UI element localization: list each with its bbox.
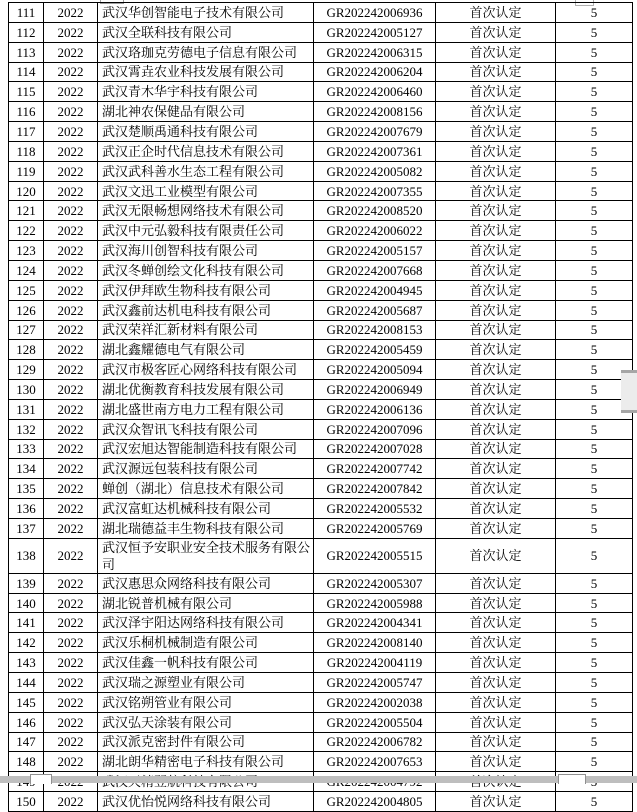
company-name-cell[interactable]: 武汉华创智能电子技术有限公司: [98, 3, 314, 23]
company-name-cell[interactable]: 湖北朗华精密电子科技有限公司: [98, 752, 314, 772]
certificate-number-cell[interactable]: GR202242005127: [314, 22, 436, 42]
row-number-cell[interactable]: 144: [9, 673, 44, 693]
year-cell[interactable]: 2022: [44, 419, 98, 439]
certificate-number-cell[interactable]: GR202242006949: [314, 380, 436, 400]
year-cell[interactable]: 2022: [44, 538, 98, 573]
validity-period-cell[interactable]: 5: [556, 633, 633, 653]
row-number-cell[interactable]: 126: [9, 300, 44, 320]
validity-period-cell[interactable]: 5: [556, 320, 633, 340]
year-cell[interactable]: 2022: [44, 201, 98, 221]
validity-period-cell[interactable]: 5: [556, 792, 633, 812]
row-number-cell[interactable]: 116: [9, 102, 44, 122]
company-name-cell[interactable]: 武汉鑫前达机电科技有限公司: [98, 300, 314, 320]
certification-type-cell[interactable]: 首次认定: [436, 22, 556, 42]
row-number-cell[interactable]: 142: [9, 633, 44, 653]
row-number-cell[interactable]: 134: [9, 459, 44, 479]
validity-period-cell[interactable]: 5: [556, 692, 633, 712]
table-row: [9, 380, 633, 400]
row-number-cell[interactable]: 136: [9, 499, 44, 519]
validity-period-cell[interactable]: 5: [556, 42, 633, 62]
certification-type-cell[interactable]: 首次认定: [436, 673, 556, 693]
year-cell[interactable]: 2022: [44, 692, 98, 712]
certificate-number-cell[interactable]: GR202242007361: [314, 141, 436, 161]
row-number-cell[interactable]: 127: [9, 320, 44, 340]
table-row: [9, 3, 633, 23]
year-cell[interactable]: 2022: [44, 320, 98, 340]
certificate-number-cell[interactable]: GR202242002038: [314, 692, 436, 712]
cropped-cell-remnant-bottom-left: [30, 774, 52, 784]
certification-type-cell[interactable]: 首次认定: [436, 653, 556, 673]
year-cell[interactable]: 2022: [44, 439, 98, 459]
company-name-cell[interactable]: 武汉武科善水生态工程有限公司: [98, 161, 314, 181]
year-cell[interactable]: 2022: [44, 593, 98, 613]
certificate-number-cell[interactable]: GR202242008156: [314, 102, 436, 122]
certification-table: [8, 2, 633, 812]
company-name-cell[interactable]: 武汉泽宇阳达网络科技有限公司: [98, 613, 314, 633]
certification-type-cell[interactable]: 首次认定: [436, 439, 556, 459]
row-number-cell[interactable]: 148: [9, 752, 44, 772]
certification-type-cell[interactable]: 首次认定: [436, 712, 556, 732]
company-name-cell[interactable]: 湖北锐普机械有限公司: [98, 593, 314, 613]
certification-type-cell[interactable]: 首次认定: [436, 300, 556, 320]
year-cell[interactable]: 2022: [44, 62, 98, 82]
certificate-number-cell[interactable]: GR202242007668: [314, 260, 436, 280]
row-number-cell[interactable]: 123: [9, 241, 44, 261]
company-name-cell[interactable]: 武汉瑞之源塑业有限公司: [98, 673, 314, 693]
validity-period-cell[interactable]: 5: [556, 122, 633, 142]
certification-table-body: [9, 3, 633, 812]
certificate-number-cell[interactable]: GR202242005769: [314, 518, 436, 538]
certificate-number-cell[interactable]: GR202242006315: [314, 42, 436, 62]
year-cell[interactable]: 2022: [44, 3, 98, 23]
certificate-number-cell[interactable]: GR202242004945: [314, 280, 436, 300]
validity-period-cell[interactable]: 5: [556, 380, 633, 400]
table-row: [9, 300, 633, 320]
row-number-cell[interactable]: 111: [9, 3, 44, 23]
year-cell[interactable]: 2022: [44, 300, 98, 320]
table-row: [9, 241, 633, 261]
company-name-cell[interactable]: 武汉中元弘毅科技有限责任公司: [98, 221, 314, 241]
year-cell[interactable]: 2022: [44, 102, 98, 122]
company-name-cell[interactable]: 武汉乐桐机械制造有限公司: [98, 633, 314, 653]
validity-period-cell[interactable]: 5: [556, 300, 633, 320]
table-row: [9, 459, 633, 479]
certificate-number-cell[interactable]: GR202242005504: [314, 712, 436, 732]
validity-period-cell[interactable]: 5: [556, 260, 633, 280]
sheet-bottom-edge: [0, 776, 637, 783]
year-cell[interactable]: 2022: [44, 712, 98, 732]
validity-period-cell[interactable]: 5: [556, 653, 633, 673]
certification-type-cell[interactable]: 首次认定: [436, 42, 556, 62]
company-name-cell[interactable]: 湖北盛世南方电力工程有限公司: [98, 399, 314, 419]
year-cell[interactable]: 2022: [44, 752, 98, 772]
table-row: [9, 673, 633, 693]
row-number-cell[interactable]: 140: [9, 593, 44, 613]
year-cell[interactable]: 2022: [44, 653, 98, 673]
table-row: [9, 82, 633, 102]
table-row: [9, 653, 633, 673]
year-cell[interactable]: 2022: [44, 459, 98, 479]
row-number-cell[interactable]: 145: [9, 692, 44, 712]
table-row: [9, 518, 633, 538]
year-cell[interactable]: 2022: [44, 241, 98, 261]
validity-period-cell[interactable]: 5: [556, 82, 633, 102]
certification-type-cell[interactable]: 首次认定: [436, 499, 556, 519]
validity-period-cell[interactable]: 5: [556, 538, 633, 573]
certification-type-cell[interactable]: 首次认定: [436, 380, 556, 400]
validity-period-cell[interactable]: 5: [556, 161, 633, 181]
company-name-cell[interactable]: 武汉富虹达机械科技有限公司: [98, 499, 314, 519]
certification-type-cell[interactable]: 首次认定: [436, 102, 556, 122]
validity-period-cell[interactable]: 5: [556, 673, 633, 693]
company-name-cell[interactable]: 武汉铭朔管业有限公司: [98, 692, 314, 712]
certification-type-cell[interactable]: 首次认定: [436, 221, 556, 241]
year-cell[interactable]: 2022: [44, 221, 98, 241]
certification-type-cell[interactable]: 首次认定: [436, 260, 556, 280]
table-row: [9, 201, 633, 221]
validity-period-cell[interactable]: 5: [556, 141, 633, 161]
certificate-number-cell[interactable]: GR202242005082: [314, 161, 436, 181]
year-cell[interactable]: 2022: [44, 673, 98, 693]
certification-type-cell[interactable]: 首次认定: [436, 573, 556, 593]
table-row: [9, 633, 633, 653]
cropped-cell-remnant-bottom-right: [558, 774, 586, 784]
company-name-cell[interactable]: 武汉伊拜欧生物科技有限公司: [98, 280, 314, 300]
table-row: [9, 340, 633, 360]
validity-period-cell[interactable]: 5: [556, 593, 633, 613]
validity-period-cell[interactable]: 5: [556, 221, 633, 241]
year-cell[interactable]: 2022: [44, 518, 98, 538]
row-number-cell[interactable]: 115: [9, 82, 44, 102]
year-cell[interactable]: 2022: [44, 141, 98, 161]
certification-type-cell[interactable]: 首次认定: [436, 792, 556, 812]
row-number-cell[interactable]: 135: [9, 479, 44, 499]
company-name-cell[interactable]: 武汉正企时代信息技术有限公司: [98, 141, 314, 161]
year-cell[interactable]: 2022: [44, 499, 98, 519]
certificate-number-cell[interactable]: GR202242005157: [314, 241, 436, 261]
certificate-number-cell[interactable]: GR202242008153: [314, 320, 436, 340]
certification-type-cell[interactable]: 首次认定: [436, 201, 556, 221]
certificate-number-cell[interactable]: GR202242005532: [314, 499, 436, 519]
year-cell[interactable]: 2022: [44, 613, 98, 633]
year-cell[interactable]: 2022: [44, 633, 98, 653]
year-cell[interactable]: 2022: [44, 122, 98, 142]
validity-period-cell[interactable]: 5: [556, 459, 633, 479]
row-number-cell[interactable]: 128: [9, 340, 44, 360]
certification-type-cell[interactable]: 首次认定: [436, 280, 556, 300]
company-name-cell[interactable]: 武汉冬蝉创绘文化科技有限公司: [98, 260, 314, 280]
certificate-number-cell[interactable]: GR202242007028: [314, 439, 436, 459]
row-number-cell[interactable]: 137: [9, 518, 44, 538]
validity-period-cell[interactable]: 5: [556, 518, 633, 538]
certification-type-cell[interactable]: 首次认定: [436, 340, 556, 360]
company-name-cell[interactable]: 武汉青木华宇科技有限公司: [98, 82, 314, 102]
certificate-number-cell[interactable]: GR202242006204: [314, 62, 436, 82]
validity-period-cell[interactable]: 5: [556, 360, 633, 380]
year-cell[interactable]: 2022: [44, 161, 98, 181]
year-cell[interactable]: 2022: [44, 360, 98, 380]
table-row: [9, 792, 633, 812]
table-row: [9, 752, 633, 772]
row-number-cell[interactable]: 121: [9, 201, 44, 221]
certificate-number-cell[interactable]: GR202242004341: [314, 613, 436, 633]
certification-type-cell[interactable]: 首次认定: [436, 320, 556, 340]
table-row: [9, 260, 633, 280]
row-number-cell[interactable]: 122: [9, 221, 44, 241]
row-number-cell[interactable]: 114: [9, 62, 44, 82]
validity-period-cell[interactable]: 5: [556, 573, 633, 593]
certificate-number-cell[interactable]: GR202242007679: [314, 122, 436, 142]
company-name-cell[interactable]: 武汉全联科技有限公司: [98, 22, 314, 42]
certification-type-cell[interactable]: 首次认定: [436, 692, 556, 712]
certification-type-cell[interactable]: 首次认定: [436, 419, 556, 439]
table-row: [9, 732, 633, 752]
year-cell[interactable]: 2022: [44, 260, 98, 280]
table-row: [9, 692, 633, 712]
table-row: [9, 102, 633, 122]
validity-period-cell[interactable]: 5: [556, 340, 633, 360]
row-number-cell[interactable]: 130: [9, 380, 44, 400]
certificate-number-cell[interactable]: GR202242005307: [314, 573, 436, 593]
table-row: [9, 399, 633, 419]
certificate-number-cell[interactable]: GR202242007742: [314, 459, 436, 479]
table-row: [9, 161, 633, 181]
row-number-cell[interactable]: 147: [9, 732, 44, 752]
row-number-cell[interactable]: 133: [9, 439, 44, 459]
validity-period-cell[interactable]: 5: [556, 613, 633, 633]
table-row: [9, 479, 633, 499]
company-name-cell[interactable]: 武汉佳鑫一帆科技有限公司: [98, 653, 314, 673]
table-row: [9, 573, 633, 593]
certificate-number-cell[interactable]: GR202242006136: [314, 399, 436, 419]
validity-period-cell[interactable]: 5: [556, 479, 633, 499]
certification-type-cell[interactable]: 首次认定: [436, 399, 556, 419]
certificate-number-cell[interactable]: GR202242007653: [314, 752, 436, 772]
row-number-cell[interactable]: 124: [9, 260, 44, 280]
company-name-cell[interactable]: 武汉源远包装科技有限公司: [98, 459, 314, 479]
table-row: [9, 538, 633, 573]
year-cell[interactable]: 2022: [44, 732, 98, 752]
certification-type-cell[interactable]: 首次认定: [436, 3, 556, 23]
company-name-cell[interactable]: 武汉惠思众网络科技有限公司: [98, 573, 314, 593]
certification-type-cell[interactable]: 首次认定: [436, 360, 556, 380]
certificate-number-cell[interactable]: GR202242005687: [314, 300, 436, 320]
certificate-number-cell[interactable]: GR202242007355: [314, 181, 436, 201]
certificate-number-cell[interactable]: GR202242005459: [314, 340, 436, 360]
certification-type-cell[interactable]: 首次认定: [436, 459, 556, 479]
validity-period-cell[interactable]: 5: [556, 419, 633, 439]
certification-type-cell[interactable]: 首次认定: [436, 82, 556, 102]
year-cell[interactable]: 2022: [44, 340, 98, 360]
year-cell[interactable]: 2022: [44, 399, 98, 419]
validity-period-cell[interactable]: 5: [556, 280, 633, 300]
validity-period-cell[interactable]: 5: [556, 22, 633, 42]
row-number-cell[interactable]: 129: [9, 360, 44, 380]
row-number-cell[interactable]: 143: [9, 653, 44, 673]
table-row: [9, 593, 633, 613]
certification-type-cell[interactable]: 首次认定: [436, 613, 556, 633]
year-cell[interactable]: 2022: [44, 380, 98, 400]
company-name-cell[interactable]: 武汉荣祥汇新材料有限公司: [98, 320, 314, 340]
company-name-cell[interactable]: 武汉宏旭达智能制造科技有限公司: [98, 439, 314, 459]
company-name-cell[interactable]: 湖北优衡教育科技发展有限公司: [98, 380, 314, 400]
certificate-number-cell[interactable]: GR202242005094: [314, 360, 436, 380]
company-name-cell[interactable]: 武汉众智讯飞科技有限公司: [98, 419, 314, 439]
company-name-cell[interactable]: 武汉文迅工业模型有限公司: [98, 181, 314, 201]
row-number-cell[interactable]: 141: [9, 613, 44, 633]
table-row: [9, 141, 633, 161]
row-number-cell[interactable]: 120: [9, 181, 44, 201]
company-name-cell[interactable]: 武汉珞珈克劳德电子信息有限公司: [98, 42, 314, 62]
certification-type-cell[interactable]: 首次认定: [436, 732, 556, 752]
table-row: [9, 320, 633, 340]
validity-period-cell[interactable]: 5: [556, 181, 633, 201]
company-name-cell[interactable]: 湖北瑞德益丰生物科技有限公司: [98, 518, 314, 538]
company-name-cell[interactable]: 湖北神农保健品有限公司: [98, 102, 314, 122]
company-name-cell[interactable]: 蝉创（湖北）信息技术有限公司: [98, 479, 314, 499]
year-cell[interactable]: 2022: [44, 181, 98, 201]
certificate-number-cell[interactable]: GR202242008140: [314, 633, 436, 653]
certificate-number-cell[interactable]: GR202242005747: [314, 673, 436, 693]
company-name-cell[interactable]: 武汉优怡悦网络科技有限公司: [98, 792, 314, 812]
certification-type-cell[interactable]: 首次认定: [436, 141, 556, 161]
certification-type-cell[interactable]: 首次认定: [436, 479, 556, 499]
validity-period-cell[interactable]: 5: [556, 439, 633, 459]
certificate-number-cell[interactable]: GR202242004119: [314, 653, 436, 673]
certificate-number-cell[interactable]: GR202242007096: [314, 419, 436, 439]
table-row: [9, 122, 633, 142]
row-number-cell[interactable]: 146: [9, 712, 44, 732]
table-row: [9, 419, 633, 439]
row-number-cell[interactable]: 113: [9, 42, 44, 62]
year-cell[interactable]: 2022: [44, 573, 98, 593]
company-name-cell[interactable]: 武汉弘天涂装有限公司: [98, 712, 314, 732]
certification-type-cell[interactable]: 首次认定: [436, 181, 556, 201]
certification-type-cell[interactable]: 首次认定: [436, 538, 556, 573]
company-name-cell[interactable]: 武汉恒予安职业安全技术服务有限公司: [98, 538, 314, 573]
certificate-number-cell[interactable]: GR202242005988: [314, 593, 436, 613]
validity-period-cell[interactable]: 5: [556, 241, 633, 261]
row-number-cell[interactable]: 118: [9, 141, 44, 161]
table-row: [9, 712, 633, 732]
certificate-number-cell[interactable]: GR202242006022: [314, 221, 436, 241]
certificate-number-cell[interactable]: GR202242006460: [314, 82, 436, 102]
table-row: [9, 280, 633, 300]
row-number-cell[interactable]: 139: [9, 573, 44, 593]
company-name-cell[interactable]: 湖北鑫耀德电气有限公司: [98, 340, 314, 360]
year-cell[interactable]: 2022: [44, 22, 98, 42]
certificate-number-cell[interactable]: GR202242008520: [314, 201, 436, 221]
table-row: [9, 360, 633, 380]
certificate-number-cell[interactable]: GR202242005515: [314, 538, 436, 573]
table-row: [9, 439, 633, 459]
scrollbar-thumb-fragment[interactable]: [621, 370, 637, 413]
certification-type-cell[interactable]: 首次认定: [436, 62, 556, 82]
row-number-cell[interactable]: 117: [9, 122, 44, 142]
company-name-cell[interactable]: 武汉楚顺禹通科技有限公司: [98, 122, 314, 142]
validity-period-cell[interactable]: 5: [556, 499, 633, 519]
row-number-cell[interactable]: 119: [9, 161, 44, 181]
certificate-number-cell[interactable]: GR202242007842: [314, 479, 436, 499]
validity-period-cell[interactable]: 5: [556, 712, 633, 732]
validity-period-cell[interactable]: 5: [556, 732, 633, 752]
year-cell[interactable]: 2022: [44, 479, 98, 499]
row-number-cell[interactable]: 125: [9, 280, 44, 300]
validity-period-cell[interactable]: 5: [556, 752, 633, 772]
certification-type-cell[interactable]: 首次认定: [436, 752, 556, 772]
year-cell[interactable]: 2022: [44, 42, 98, 62]
row-number-cell[interactable]: 138: [9, 538, 44, 573]
validity-period-cell[interactable]: 5: [556, 102, 633, 122]
table-row: [9, 42, 633, 62]
certification-type-cell[interactable]: 首次认定: [436, 161, 556, 181]
year-cell[interactable]: 2022: [44, 280, 98, 300]
company-name-cell[interactable]: 武汉霄垚农业科技发展有限公司: [98, 62, 314, 82]
certification-type-cell[interactable]: 首次认定: [436, 518, 556, 538]
company-name-cell[interactable]: 武汉派克密封件有限公司: [98, 732, 314, 752]
certification-type-cell[interactable]: 首次认定: [436, 122, 556, 142]
certification-type-cell[interactable]: 首次认定: [436, 633, 556, 653]
certification-type-cell[interactable]: 首次认定: [436, 593, 556, 613]
validity-period-cell[interactable]: 5: [556, 201, 633, 221]
table-row: [9, 499, 633, 519]
company-name-cell[interactable]: 武汉海川创智科技有限公司: [98, 241, 314, 261]
company-name-cell[interactable]: 武汉无限畅想网络技术有限公司: [98, 201, 314, 221]
certificate-number-cell[interactable]: GR202242006936: [314, 3, 436, 23]
row-number-cell[interactable]: 132: [9, 419, 44, 439]
table-row: [9, 22, 633, 42]
table-row: [9, 62, 633, 82]
certificate-number-cell[interactable]: GR202242004805: [314, 792, 436, 812]
table-row: [9, 613, 633, 633]
table-row: [9, 221, 633, 241]
row-number-cell[interactable]: 112: [9, 22, 44, 42]
validity-period-cell[interactable]: 5: [556, 62, 633, 82]
year-cell[interactable]: 2022: [44, 792, 98, 812]
row-number-cell[interactable]: 131: [9, 399, 44, 419]
table-row: [9, 181, 633, 201]
certification-type-cell[interactable]: 首次认定: [436, 241, 556, 261]
certificate-number-cell[interactable]: GR202242006782: [314, 732, 436, 752]
validity-period-cell[interactable]: 5: [556, 3, 633, 23]
company-name-cell[interactable]: 武汉市极客匠心网络科技有限公司: [98, 360, 314, 380]
validity-period-cell[interactable]: 5: [556, 399, 633, 419]
row-number-cell[interactable]: 150: [9, 792, 44, 812]
year-cell[interactable]: 2022: [44, 82, 98, 102]
